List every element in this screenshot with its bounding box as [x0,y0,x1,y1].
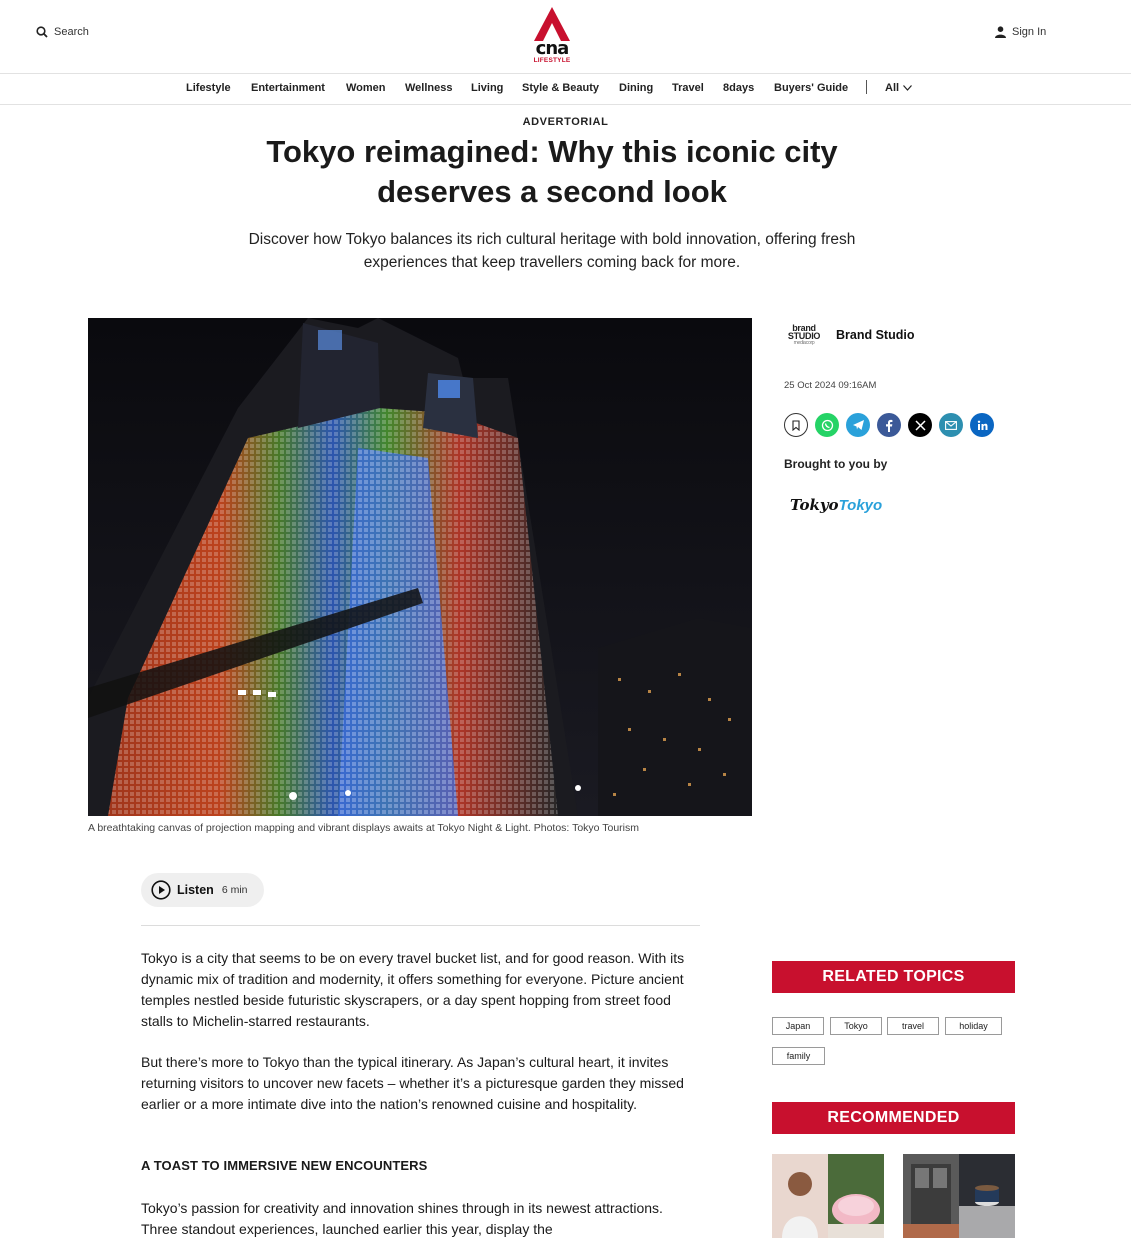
nav-divider [866,80,867,94]
sign-in-label: Sign In [1012,26,1047,38]
share-linkedin-button[interactable] [970,413,994,437]
brand-logo-line1: brand [792,323,816,333]
nav-item-entertainment[interactable]: Entertainment [251,82,325,94]
listen-button[interactable] [141,873,264,907]
listen-label: Listen [177,883,214,897]
search-icon [36,26,48,38]
publish-date: 25 Oct 2024 09:16AM [784,380,877,391]
search-button[interactable] [36,26,89,38]
page-title: Tokyo reimagined: Why this iconic city deserves a second look [266,134,838,209]
tokyo-tokyo-logo[interactable] [790,496,890,524]
brand-logo-line2: STUDIO [787,331,821,341]
user-icon [995,26,1006,38]
chevron-down-icon [903,85,912,91]
topic-tag[interactable]: Japan [772,1017,824,1035]
article-divider [141,925,700,926]
nav-item-buyers-guide[interactable]: Buyers' Guide [774,82,849,94]
sponsor-logo-part-b: Tokyo [838,497,883,514]
recommended-image-2 [903,1154,1015,1238]
nav-item-8days[interactable]: 8days [723,82,755,94]
section-heading: A TOAST TO IMMERSIVE NEW ENCOUNTERS [141,1158,428,1173]
hero-caption: A breathtaking canvas of projection mapping and vibrant displays awaits at Tokyo Night & Light. Photos: Tokyo Tourism [88,822,639,834]
whatsapp-icon [821,419,834,432]
cna-lifestyle-logo[interactable] [528,7,576,67]
logo-text: cna [535,38,569,59]
logo-a-mark [528,7,576,41]
share-whatsapp-button[interactable] [815,413,839,437]
nav-all-dropdown[interactable] [885,82,912,94]
author-name[interactable]: Brand Studio [836,328,915,342]
brand-logo-line3: mediacorp [793,340,815,346]
share-email-button[interactable] [939,413,963,437]
sponsor-heading: Brought to you by [784,457,888,471]
facebook-icon [885,419,893,432]
topic-tag[interactable]: family [772,1047,825,1065]
hero-image [88,318,752,816]
recommended-thumbnail-2[interactable] [903,1154,1015,1238]
x-icon [915,420,926,431]
listen-duration: 6 min [221,884,248,896]
article-paragraph-1: Tokyo is a city that seems to be on every travel bucket list, and for good reason. With its dynamic mix of tradition and modernity, it offers something for everyone. Picture ancient temples nestled beside futuristic skyscrapers, or a day spent hopping from street food stalls to Michelin-starred restaurants. [141,950,685,1029]
article-kicker: ADVERTORIAL [522,116,609,128]
tokyo-building-projection [88,318,752,816]
bookmark-icon [791,420,801,431]
email-icon [945,421,957,430]
logo-subtitle: LIFESTYLE [533,57,571,64]
brand-studio-logo [786,324,822,350]
telegram-icon [852,419,865,431]
recommended-thumbnail-1[interactable] [772,1154,884,1238]
linkedin-icon [977,420,988,431]
share-telegram-button[interactable] [846,413,870,437]
search-label: Search [54,26,89,38]
article-paragraph-2: But there’s more to Tokyo than the typical itinerary. As Japan’s cultural heart, it invites returning visitors to uncover new facets – whether it’s a picturesque garden they missed earlier or a more intimate dive into the nation’s renowned cuisine and hospitality. [141,1054,684,1112]
main-nav [0,74,1131,105]
bookmark-button[interactable] [784,413,808,437]
nav-item-dining[interactable]: Dining [619,82,654,94]
site-header [0,0,1131,74]
topic-tag[interactable]: holiday [945,1017,1002,1035]
recommended-image-1 [772,1154,884,1238]
nav-item-travel[interactable]: Travel [672,82,704,94]
nav-item-women[interactable]: Women [346,82,386,94]
share-x-button[interactable] [908,413,932,437]
nav-item-living[interactable]: Living [471,82,504,94]
play-icon [151,880,171,900]
sign-in-button[interactable] [995,26,1046,38]
topic-tag[interactable]: Tokyo [830,1017,882,1035]
article-subtitle: Discover how Tokyo balances its rich cultural heritage with bold innovation, offering fresh experiences that keep travellers coming back for more. [248,231,856,271]
share-bar [784,413,994,437]
recommended-heading: RECOMMENDED [772,1102,1015,1134]
nav-item-style-beauty[interactable]: Style & Beauty [522,82,600,94]
share-facebook-button[interactable] [877,413,901,437]
related-topics-heading: RELATED TOPICS [772,961,1015,993]
article-paragraph-3: Tokyo’s passion for creativity and innovation shines through in its newest attractions. Three standout experiences, launched earlier this year, display the [141,1200,663,1237]
nav-item-wellness[interactable]: Wellness [405,82,453,94]
topic-tag[interactable]: travel [887,1017,939,1035]
nav-all-label: All [885,82,900,94]
sponsor-logo-part-a: Tokyo [790,496,839,514]
nav-item-lifestyle[interactable]: Lifestyle [186,82,231,94]
